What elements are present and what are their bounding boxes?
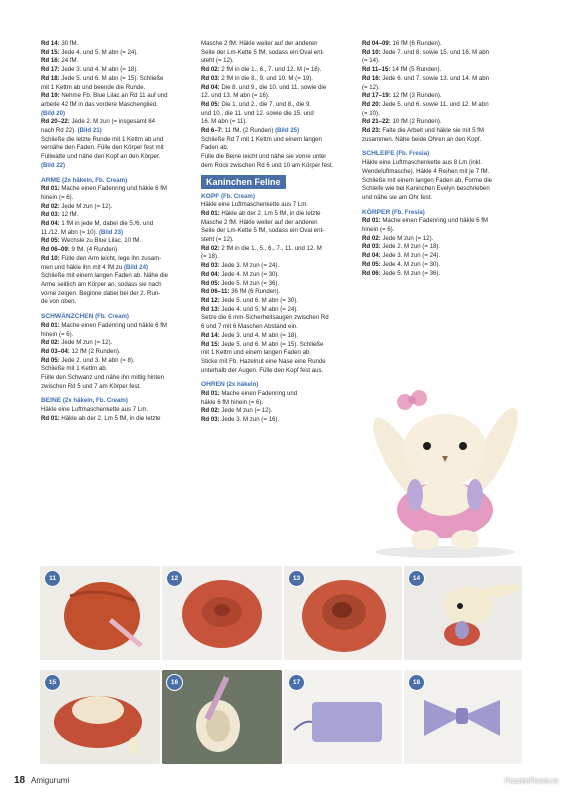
section-heading-ohren: OHREN (2x häkeln) — [201, 381, 259, 389]
step-photo-18: 18 — [404, 670, 522, 764]
section-heading-koerper: KÖRPER (Fb. Fresia) — [362, 208, 425, 216]
step-photo-12: 12 — [162, 566, 282, 660]
step-photo-15: 15 — [40, 670, 160, 764]
column-2: Masche 2 fM. Häkle weiter auf der anderen Seite der Lm-Kette 5 fM, sodass ein Oval ent- steht (= 12). Rd 02: 2 fM in die 1., 6., 7. und 12. M (= 16). Rd 03: 2 fM in die 8., 9. und 10. M (= 19). Rd 04: Die 8. und 9., die 10. und 11. sowie die 12. und 13. M abn (= 16). Rd 05: Die 1. und 2., die 7. und 8., die 9. und 10., die 11. und 12. sowie die 15. und 16. M abn (= 11). Rd 6–7: 11 fM. (2 Runden) (Bild 25) Schließe Rd 7 mit 1 Kettm und einem langen Faden ab. Fülle die Beine leicht und nähe sie vorne unter dem Rock zwischen Rd 6 und 10 am Körper fest. Kaninchen Feline KOPF (Fb. Cream) Häkle eine Luftmaschenkette aus 7 Lm. Rd 01: Häkle ab der 2. Lm 5 fM, in die letzte Masche 2 fM. Häkle weiter auf der anderen Seite der Lm-Kette 5 fM, sodass ein Oval ent- steht (= 12). Rd 02: 2 fM in die 1., 5., 6., 7., 11. und 12. M (= 18). Rd 03: Jede 3. M zun (= 24). Rd 04: Jede 4. M zun (= 30). Rd 05: Jede 5. M zun (= 36). Rd 06–11: 36 fM (6 Runden). Rd 12: Jede 5. und 6. M abn (= 30). Rd 13: Jede 4. und 5. M abn (= 24). Setze die 6 mm-Sicherheitsaugen zwischen Rd 6 und 7 mit 6 Maschen Abstand ein. Rd 14: Jede 3. und 4. M abn (= 18). Rd 15: Jede 5. und 6. M abn (= 15). Schließe mit 1 Kettm und einem langen Faden ab. Sticke mit Fb. Hazelnut eine Nase eine Runde unterhalb der Augen. Fülle den Kopf fest aus. OHREN (2x häkeln) Rd 01: Mache einen Fadenring und häkle 6 fM hinein (= 6). Rd 02: Jede M zun (= 12). Rd 03: Jede 3. M zun (= 16). — [201, 40, 351, 425]
column-3: Rd 04–09: 16 fM (6 Runden). Rd 10: Jede 7. und 8. sowie 15. und 16. M abn (= 14). Rd 11–15: 14 fM (5 Runden). Rd 16: Jede 6. und 7. sowie 13. und 14. M abn (= 12). Rd 17–19: 12 fM (3 Runden). Rd 20: Jede 5. und 6. sowie 11. und 12. M abn (= 10). Rd 21–22: 10 fM (2 Runden). Rd 23: Falte die Arbeit und häkle sie mit 5 fM zusammen. Nähe beide Ohren an den Kopf. SCHLEIFE (Fb. Fresia) Häkle eine Luftmaschenkette aus 8 Lm (inkl. Wendeluftmasche). Häkle 4 Reihen mit je 7 fM. Schließe mit einem langen Faden ab. Forme die Schleife wie bei Kaninchen Evelyn beschrieben und nähe sie am Ohr fest. KÖRPER (Fb. Fresia) Rd 01: Mache einen Fadenring und häkle 6 fM hinein (= 6). Rd 02: Jede M zun (= 12). Rd 03: Jede 2. M zun (= 18). Rd 04: Jede 3. M zun (= 24). Rd 05: Jede 4. M zun (= 30). Rd 06: Jede 5. M zun (= 36). — [362, 40, 512, 278]
step-photo-14: 14 — [404, 566, 522, 660]
section-heading-schwaenzchen: SCHWÄNZCHEN (Fb. Cream) — [41, 313, 129, 321]
section-heading-arme: ARME (2x häkeln, Fb. Cream) — [41, 176, 128, 184]
column-1: Rd 14: 30 fM. Rd 15: Jede 4. und 5. M abn (= 24). Rd 16: 24 fM. Rd 17: Jede 3. und 4. M abn (= 18). Rd 18: Jede 5. und 6. M abn (= 15). Schließe mit 1 Kettm ab und beende die Runde. Rd 19: Nehme Fb. Blue Lilac an Rd 11 auf und arbeite 42 fM in das vordere Maschenglied. (Bild 20) Rd 20–22: Jede 2. M zun (= insgesamt 84 nach Rd 22). (Bild 21) Schließe die letzte Runde mit 1 Kettm ab und vernähe den Faden. Fülle den Körper fest mit Füllwatte und nähe den Kopf an den Körper. (Bild 22) ARME (2x häkeln, Fb. Cream) Rd 01: Mache einen Fadenring und häkle 6 fM hinein (= 6). Rd 02: Jede M zun (= 12). Rd 03: 12 fM. Rd 04: 1 fM in jede M, dabei die 5./6. und 11./12. M abn (= 10). (Bild 23) Rd 05: Wechsle zu Blue Lilac, 10 fM. Rd 06–09: 9 fM. (4 Runden) Rd 10: Fülle den Arm leicht, lege ihn zusam- men und häkle ihn mit 4 fM zu (Bild 24) Schließe mit einem langen Faden ab. Nähe die Arme seitlich am Körper an, sodass sie nach vorne zeigen. Beginne dabei bei der 2. Run- de von oben. SCHWÄNZCHEN (Fb. Cream) Rd 01: Mache einen Fadenring und häkle 6 fM hinein (= 6). Rd 02: Jede M zun (= 12). Rd 03–04: 12 fM (2 Runden). Rd 05: Jede 2. und 3. M abn (= 8). Schließe mit 1 Kettm ab. Fülle den Schwanz und nähe ihn mittig hinten zwischen Rd 5 und 7 am Körper fest. BEINE (2x häkeln, Fb. Cream) Häkle eine Luftmaschenkette aus 7 Lm. Rd 01: Häkle ab der 2. Lm 5 fM, in die letzte — [41, 40, 191, 424]
section-heading-kopf: KOPF (Fb. Cream) — [201, 192, 255, 200]
section-title-kaninchen-feline: Kaninchen Feline — [201, 175, 286, 189]
step-photo-16: 16 — [162, 670, 282, 764]
step-photo-13: 13 — [284, 566, 402, 660]
magazine-name: Amigurumi — [31, 776, 70, 785]
step-photo-11: 11 — [40, 566, 160, 660]
section-heading-beine: BEINE (2x häkeln, Fb. Cream) — [41, 397, 128, 405]
section-heading-schleife: SCHLEIFE (Fb. Fresia) — [362, 150, 430, 158]
watermark: PassionForum.ru — [504, 778, 558, 785]
step-photo-17: 17 — [284, 670, 402, 764]
page-number: 18 — [14, 775, 26, 786]
figure-ref: (Bild 20) — [41, 109, 66, 117]
bunny-photo — [345, 380, 550, 560]
